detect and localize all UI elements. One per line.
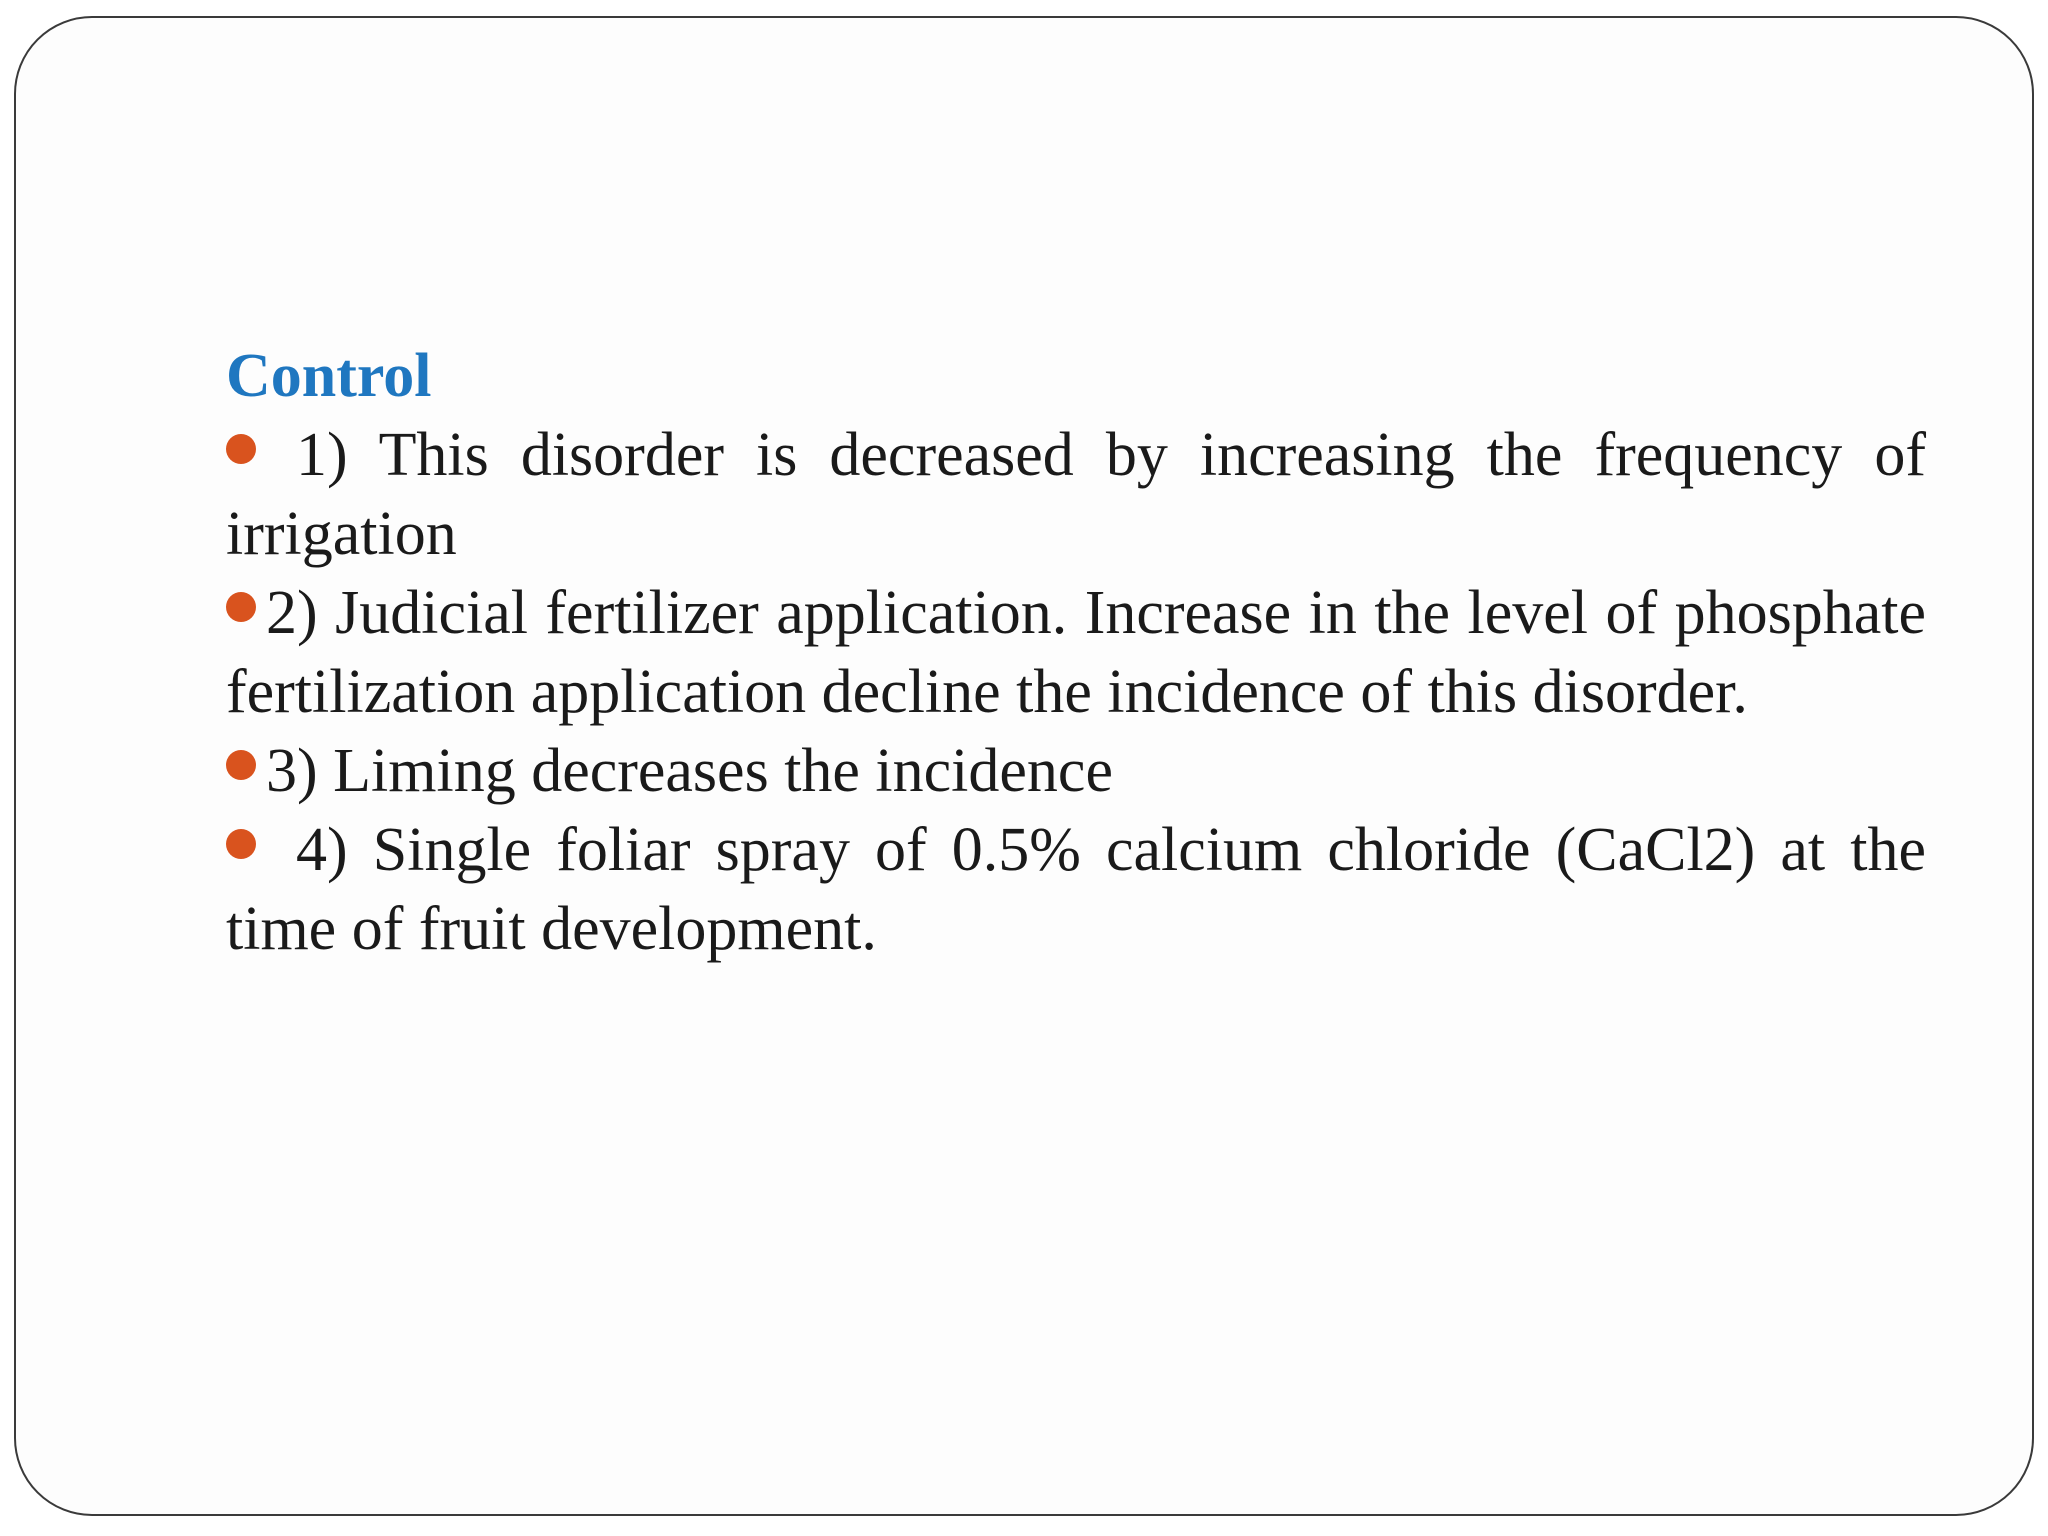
bullet-dot-icon [226, 750, 256, 780]
list-item [226, 574, 1926, 732]
bullet-dot-icon [226, 434, 256, 464]
bullet-dot-icon [226, 829, 256, 859]
list-item [226, 811, 1926, 969]
bullet-text: 3) Liming decreases the incidence [266, 737, 1113, 805]
slide-heading: Control [226, 342, 432, 410]
list-item [226, 416, 1926, 574]
list-item [226, 732, 1926, 811]
bullet-text: 4) Single foliar spray of 0.5% calcium chloride (CaCl2) at the time of fruit development. [226, 816, 1926, 963]
bullet-dot-icon [226, 592, 256, 622]
slide-content [226, 336, 1926, 969]
bullet-list [226, 416, 1926, 969]
bullet-text: 2) Judicial fertilizer application. Increase in the level of phosphate fertilization application decline the incidence of this disorder. [226, 579, 1926, 726]
bullet-text: 1) This disorder is decreased by increasing the frequency of irrigation [226, 421, 1926, 568]
